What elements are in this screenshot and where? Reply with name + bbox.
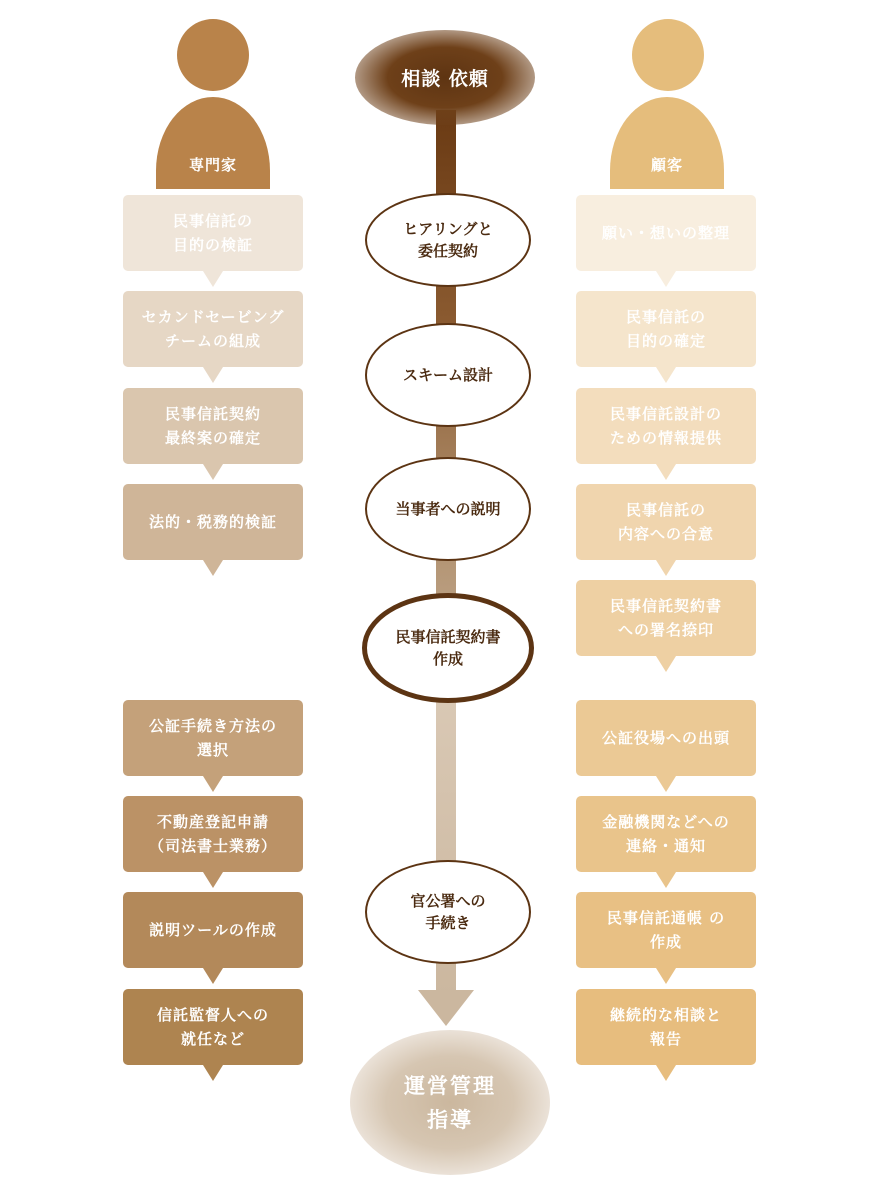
end-label-line2: 指導 (427, 1107, 473, 1132)
step-line: セカンドセービング (141, 308, 285, 326)
client-step-6 (576, 700, 756, 776)
end-node (350, 1030, 550, 1175)
client-step-3 (576, 388, 756, 464)
flow-arrow-head (418, 990, 474, 1026)
step-line: 目的の確定 (625, 332, 706, 350)
phase-line: 委任契約 (417, 242, 478, 260)
client-head-icon (632, 19, 704, 91)
expert-step-5 (123, 700, 303, 776)
step-line: 内容への合意 (617, 525, 714, 543)
step-line: 説明ツールの作成 (149, 921, 277, 939)
phase-line: 手続き (425, 914, 471, 932)
phase-government-procedures (365, 860, 531, 964)
expert-head-icon (177, 19, 249, 91)
client-step-5 (576, 580, 756, 656)
step-line: 願い・想いの整理 (601, 224, 730, 242)
start-label: 相談 依頼 (401, 68, 489, 90)
step-line: への署名捺印 (617, 621, 714, 639)
step-line: 民事信託契約書 (609, 597, 722, 615)
step-line: 公証手続き方法の (148, 717, 277, 735)
step-line: 金融機関などへの (602, 813, 730, 831)
client-title: 顧客 (650, 156, 683, 174)
step-line: 信託監督人への (156, 1006, 269, 1024)
expert-step-3 (123, 388, 303, 464)
step-line: 公証役場への出頭 (601, 729, 730, 747)
step-line: 不動産登記申請 (156, 813, 269, 831)
end-label-line1: 運営管理 (404, 1073, 496, 1098)
client-step-7 (576, 796, 756, 872)
step-line: 民事信託設計の (609, 405, 722, 423)
phase-line: 官公署への (410, 892, 486, 910)
client-step-8 (576, 892, 756, 968)
phase-line: 作成 (432, 650, 463, 668)
step-line: 報告 (649, 1030, 682, 1048)
step-line: 就任など (180, 1030, 245, 1048)
start-node (355, 30, 535, 125)
step-line: 目的の検証 (172, 236, 253, 254)
expert-step-7 (123, 892, 303, 968)
step-line: ための情報提供 (609, 429, 722, 447)
phase-contract-drafting (362, 593, 534, 703)
step-line: 民事信託契約 (164, 405, 261, 423)
phase-line: スキーム設計 (402, 366, 493, 384)
phase-explanation (365, 457, 531, 561)
step-line: 最終案の確定 (164, 429, 261, 447)
step-line: 民事信託の (172, 212, 253, 230)
phase-scheme-design (365, 323, 531, 427)
phase-line: ヒアリングと (403, 220, 493, 238)
step-line: 法的・税務的検証 (148, 513, 277, 531)
expert-step-1 (123, 195, 303, 271)
client-step-2 (576, 291, 756, 367)
step-line: 民事信託の (625, 501, 706, 519)
phase-hearing (365, 193, 531, 287)
step-line: 継続的な相談と (609, 1006, 722, 1024)
client-figure (610, 97, 724, 189)
expert-step-6 (123, 796, 303, 872)
step-line: 民事信託通帳 の (606, 909, 726, 927)
client-step-1 (576, 195, 756, 271)
step-line: 連絡・通知 (625, 837, 706, 855)
step-line: （司法書士業務） (148, 837, 277, 855)
phase-line: 民事信託契約書 (395, 628, 501, 646)
expert-step-4 (123, 484, 303, 560)
step-line: チームの組成 (164, 332, 261, 350)
step-line: 民事信託の (625, 308, 706, 326)
client-step-4 (576, 484, 756, 560)
expert-title: 専門家 (188, 156, 237, 174)
step-line: 選択 (196, 741, 229, 759)
expert-step-8 (123, 989, 303, 1065)
phase-line: 当事者への説明 (395, 500, 501, 518)
client-step-9 (576, 989, 756, 1065)
expert-step-2 (123, 291, 303, 367)
expert-figure (156, 97, 270, 189)
step-line: 作成 (649, 933, 682, 951)
